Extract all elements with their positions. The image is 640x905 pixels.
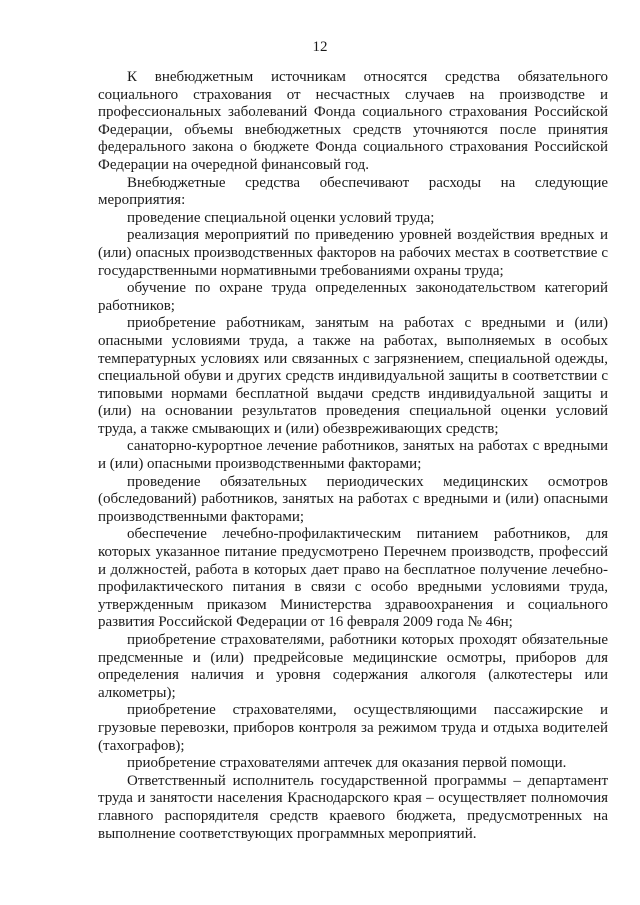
list-item-harmful-factors: реализация мероприятий по приведению уровней воздействия вредных и (или) опасных производственных факторов на рабочих местах в соответствие с государственными нормативными требованиями охраны труда; (98, 227, 608, 279)
list-item-safety-training: обучение по охране труда определенных законодательством категорий работников; (98, 280, 608, 314)
list-item-therapeutic-nutrition: обеспечение лечебно-профилактическим питанием работников, для которых указанное питание предусмотрено Перечнем производств, профессий и должностей, работа в которых дает право на бесплатное получение лечебно-профилактического питания в связи с особо вредными условиями труда, утвержденным приказом Министерства здравоохранения и социального развития Российской Федерации от 16 февраля 2009 года № 46н; (98, 526, 608, 631)
paragraph-responsible-executor: Ответственный исполнитель государственной программы – департамент труда и занятости населения Краснодарского края – осуществляет полномочия главного распорядителя средств краевого бюджета, предусмотренных на выполнение соответствующих программных мероприятий. (98, 772, 608, 842)
list-item-tachographs: приобретение страхователями, осуществляющими пассажирские и грузовые перевозки, приборов контроля за режимом труда и отдыха водителей (тахографов); (98, 702, 608, 754)
list-item-protective-equipment: приобретение работникам, занятым на работах с вредными и (или) опасными условиями труда, а также на работах, выполняемых в особых температурных условиях или связанных с загрязнением, специальной одежды, специальной обуви и других средств индивидуальной защиты в соответствии с типовыми нормами бесплатной выдачи средств индивидуальной защиты и (или) на основании результатов проведения специальной оценки условий труда, а также смывающих и (или) обезвреживающих средств; (98, 315, 608, 437)
page-number: 12 (312, 39, 328, 55)
document-body (98, 69, 608, 843)
list-item-medical-examinations: проведение обязательных периодических медицинских осмотров (обследований) работников, занятых на работах с вредными и (или) опасными производственными факторами; (98, 473, 608, 525)
paragraph-expenses-intro: Внебюджетные средства обеспечивают расходы на следующие мероприятия: (98, 174, 608, 209)
paragraph-extrabudgetary-sources: К внебюджетным источникам относятся средства обязательного социального страхования от несчастных случаев на производстве и профессиональных заболеваний Фонда социального страхования Российской Федерации, объемы внебюджетных средств уточняются после принятия федерального закона о бюджете Фонда социального страхования Российской Федерации на очередной финансовый год. (98, 69, 608, 173)
list-item-first-aid-kits: приобретение страхователями аптечек для оказания первой помощи. (127, 755, 567, 772)
list-item-special-assessment: проведение специальной оценки условий труда; (127, 209, 435, 226)
list-item-alcohol-testers: приобретение страхователями, работники которых проходят обязательные предсменные и (или) предрейсовые медицинские осмотры, приборов для определения наличия и уровня содержания алкоголя (алкотестеры или алкометры); (98, 632, 608, 701)
list-item-sanatorium-treatment: санаторно-курортное лечение работников, занятых на работах с вредными и (или) опасными производственными факторами; (98, 438, 608, 473)
